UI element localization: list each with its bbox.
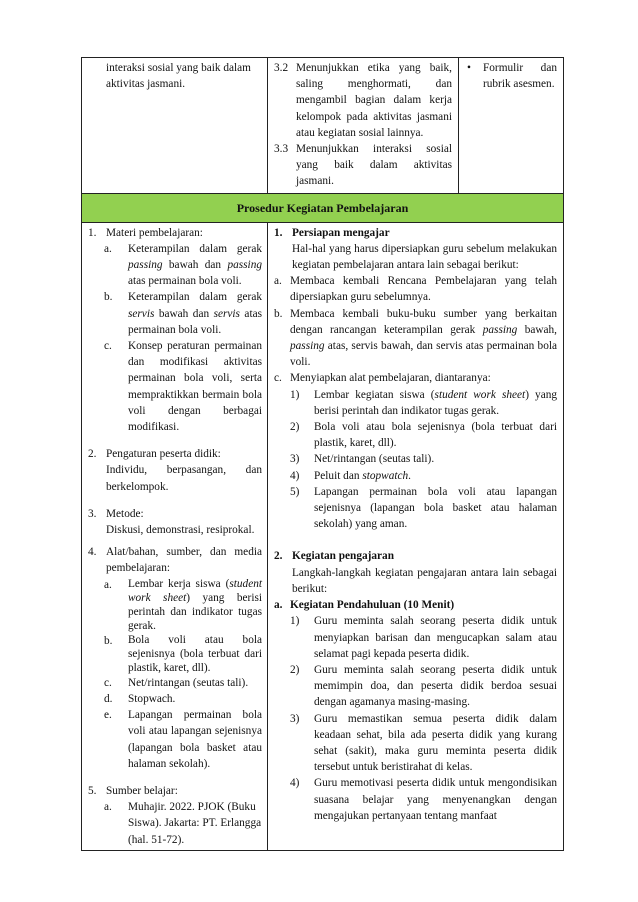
- list-item: b. Membaca kembali buku-buku sumber yang berkaitan dengan rancangan keterampilan gerak passing bawah, passing atas, servis bawah, dan servis atas permainan bola voli.: [274, 307, 558, 369]
- list-item: c. Net/rintangan (seutas tali).: [104, 676, 249, 689]
- list-item: 1. Materi pembelajaran:: [88, 226, 203, 239]
- list-item: 1) Guru meminta salah seorang peserta didik untuk menyiapkan barisan dan mengucapkan salam atau selamat pagi kepada peserta didik.: [290, 615, 557, 660]
- list-item: b. Bola voli atau bola sejenisnya (bola terbuat dari plastik, karet, dll).: [104, 633, 262, 674]
- list-item: 2. Pengaturan peserta didik: Individu, berpasangan, dan berkelompok.: [88, 448, 262, 493]
- list-item: 5) Lapangan permainan bola voli atau lapangan sejenisnya (lapangan bola basket atau halaman sekolah) yang aman.: [290, 485, 557, 531]
- section-header-title: Prosedur Kegiatan Pembelajaran: [236, 200, 409, 215]
- list-item: d. Stopwach.: [104, 692, 176, 705]
- left-content-cell: [82, 222, 268, 850]
- list-item: 1) Lembar kegiatan siswa (student work sheet) yang berisi perintah dan indikator tugas gerak.: [290, 388, 558, 417]
- table-row: [82, 222, 564, 850]
- list-item: c. Konsep peraturan permainan dan modifikasi aktivitas permainan bola voli, serta mempraktikkan bermain bola voli dengan berbagai modifikasi.: [104, 340, 262, 434]
- list-item: 2) Guru meminta salah seorang peserta didik untuk memimpin doa, dan peserta didik berdoa sesuai dengan agamanya masing-masing.: [290, 663, 557, 709]
- bullet-icon: •: [467, 62, 471, 74]
- list-item: 3.2 Menunjukkan etika yang baik, saling menghormati, dan mengambil bagian dalam kerja kelompok pada aktivitas jasmani atau kegiatan sosial lainnya.: [274, 62, 452, 139]
- list-item: b. Keterampilan dalam gerak servis bawah dan servis atas permainan bola voli.: [104, 291, 262, 336]
- top-left-text: interaksi sosial yang baik dalam aktivitas jasmani.: [106, 62, 251, 91]
- list-item: 1. Persiapan mengajar: [274, 226, 390, 239]
- list-item: 3) Guru memastikan semua peserta didik dalam keadaan sehat, bila ada peserta didik yang kurang sehat (sakit), maka guru meminta peserta didik tersebut untuk beristirahat di kelas.: [290, 712, 557, 774]
- list-item: 2. Kegiatan pengajaran: [274, 550, 394, 563]
- list-item: e. Lapangan permainan bola voli atau lapangan sejenisnya (lapangan bola basket atau halaman sekolah).: [104, 709, 262, 770]
- list-item: a. Membaca kembali Rencana Pembelajaran yang telah dipersiapkan guru sebelumnya.: [274, 275, 557, 304]
- list-item: 4) Peluit dan stopwatch.: [290, 469, 411, 482]
- lesson-plan-table: [81, 57, 564, 851]
- list-item: 3) Net/rintangan (seutas tali).: [290, 453, 435, 466]
- assessment-form-text: Formulir dan rubrik asesmen.: [483, 62, 557, 91]
- list-item: 5. Sumber belajar:: [88, 784, 178, 797]
- table-row: [82, 193, 564, 222]
- list-item: 2) Bola voli atau bola sejenisnya (bola terbuat dari plastik, karet, dll).: [290, 421, 557, 450]
- top-left-cell: [82, 58, 268, 194]
- list-item: a. Keterampilan dalam gerak passing bawah dan passing atas permainan bola voli.: [104, 242, 262, 288]
- section-header: [82, 193, 564, 222]
- top-middle-cell: [268, 58, 459, 194]
- list-item: 4. Alat/bahan, sumber, dan media pembelajaran:: [88, 546, 262, 575]
- list-item: 3. Metode: Diskusi, demonstrasi, resiprokal.: [88, 507, 255, 537]
- list-item: a. Kegiatan Pendahuluan (10 Menit): [274, 599, 455, 612]
- list-item: c. Menyiapkan alat pembelajaran, diantaranya:: [274, 372, 491, 385]
- table-row: [82, 58, 564, 194]
- list-item: a. Lembar kerja siswa (student work sheet) yang berisi perintah dan indikator tugas gerak.: [104, 577, 262, 632]
- top-right-cell: [459, 58, 564, 194]
- list-item: 4) Guru memotivasi peserta didik untuk mengondisikan suasana belajar yang menyenangkan dengan mengajukan pertanyaan tentang manfaat: [290, 777, 557, 822]
- list-item: a. Muhajir. 2022. PJOK (Buku Siswa). Jakarta: PT. Erlangga (hal. 51-72).: [104, 801, 262, 846]
- right-content-cell: 1. Persiapan mengajar Hal-hal yang harus dipersiapkan guru sebelum melakukan kegiatan pembelajaran antara lain sebagai berikut: a. Membaca kembali Rencana Pembelajaran yang telah dipersiapkan guru sebelumnya. b. Membaca kembali buku-buku sumber yang berkaitan dengan rancangan keterampilan gerak passing bawah, passing atas, servis bawah, dan servis atas permainan bola voli. c. Menyiapkan alat pembelajaran, diantaranya: 1) Lembar kegiatan siswa (student work sheet) yang berisi perintah dan indikator tugas gerak. 2) Bola voli atau bola sejenisnya (bola terbuat dari plastik, karet, dll). 3) Net/rintangan (seutas tali). 4) Peluit dan stopwatch. 5) Lapangan permainan bola voli atau lapangan sejenisnya (lapangan bola basket atau halaman sekolah) yang aman. 2. Kegiatan pengajaran Langkah-langkah kegiatan pengajaran antara lain sebagai berikut: a. Kegiatan Pendahuluan (10 Menit) 1) Guru meminta salah seorang peserta didik untuk menyiapkan barisan dan mengucapkan salam atau selamat pagi kepada peserta didik. 2) Guru meminta salah seorang peserta didik untuk memimpin doa, dan peserta didik berdoa sesuai dengan agamanya masing-masing. 3) Guru memastikan semua peserta didik dalam keadaan sehat, bila ada peserta didik yang kurang sehat (sakit), maka guru meminta peserta didik tersebut untuk beristirahat di kelas. 4) Guru memotivasi peserta didik untuk mengondisikan suasana belajar yang menyenangkan dengan mengajukan pertanyaan tentang manfaat: [268, 222, 564, 850]
- list-item: 3.3 Menunjukkan interaksi sosial yang baik dalam aktivitas jasmani.: [274, 143, 452, 188]
